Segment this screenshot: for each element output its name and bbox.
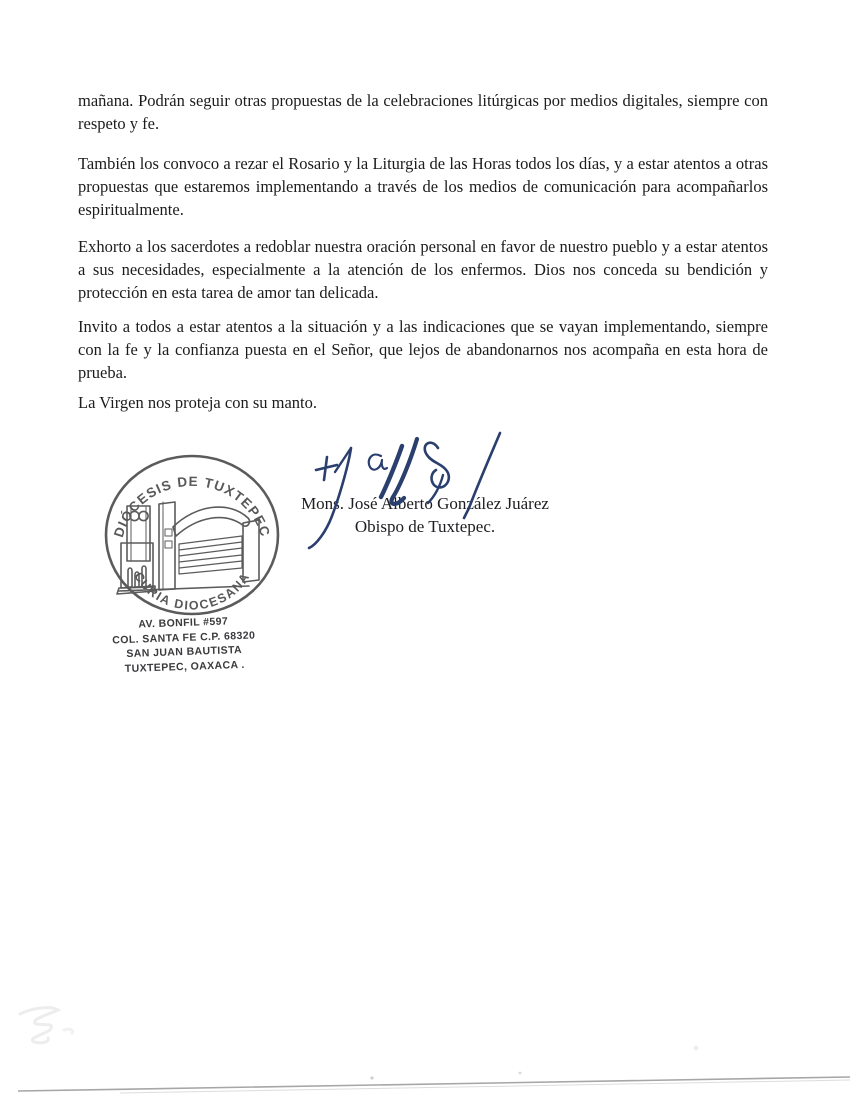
signature-ink [280,420,520,560]
signature-block [280,420,570,580]
scan-speck [693,1045,699,1051]
letter-paragraph: La Virgen nos proteja con su manto. [78,393,317,412]
seal-address-line: TUXTEPEC, OAXACA . [124,658,245,675]
seal-address-line: COL. SANTA FE C.P. 68320 [112,628,256,646]
seal-address-line: SAN JUAN BAUTISTA [126,643,243,660]
letter-paragraph: Exhorto a los sacerdotes a redoblar nuestra oración personal en favor de nuestro pueblo y a estar atentos a sus necesidades, especialmente a la atención de los enfermos. Dios nos conceda su bendición y protección en esta tarea de amor tan delicada. [78,237,768,302]
scan-speck [370,1076,373,1079]
letter-paragraph: Invito a todos a estar atentos a la situación y a las indicaciones que se vayan implementando, siempre con la fe y la confianza puesta en el Señor, que lejos de abandonarnos nos acompaña en esta hora de prueba. [78,317,768,382]
scan-line [18,1077,850,1091]
seal-bottom-text: CURIA DIOCESANA [131,569,253,613]
letter-paragraph: mañana. Podrán seguir otras propuestas de la celebraciones litúrgicas por medios digitales, siempre con respeto y fe. [78,91,768,133]
seal-address [88,613,280,678]
seal-address-line: AV. BONFIL #597 [138,615,229,631]
seal-top-text: DIÓCESIS DE TUXTEPEC [110,473,274,540]
signatory-name: Mons. José Alberto González Juárez [301,494,549,513]
scan-speck [519,1072,522,1075]
scan-line-shadow [120,1080,850,1093]
signatory-title: Obispo de Tuxtepec. [354,517,496,536]
letter-paragraph: También los convoco a rezar el Rosario y la Liturgia de las Horas todos los días, y a estar atentos a otras propuestas que estaremos implementando a través de los medios de comunicación para acompañarlos espiritualmente. [78,154,768,219]
scan-artifact-smudge [20,1008,73,1043]
letter-body [78,89,768,414]
diocese-seal [97,447,287,622]
